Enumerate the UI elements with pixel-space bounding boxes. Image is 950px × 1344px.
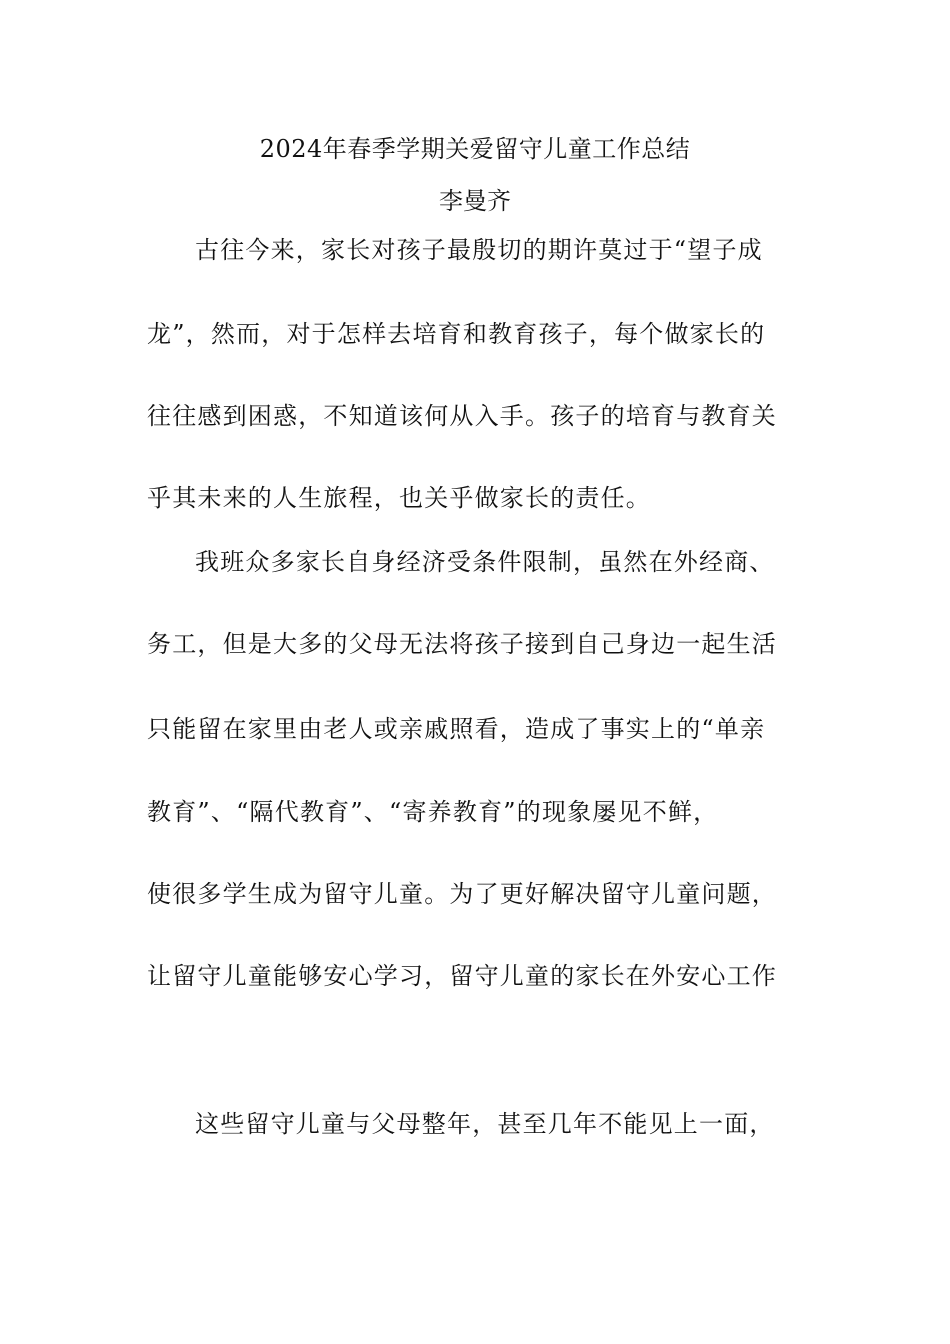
paragraph-line: 往往感到困惑，不知道该何从入手。孩子的培育与教育关	[147, 402, 777, 430]
paragraph-line: 我班众多家长自身经济受条件限制，虽然在外经商、	[195, 548, 775, 576]
paragraph-line: 让留守儿童能够安心学习，留守儿童的家长在外安心工作	[147, 962, 777, 990]
paragraph-line: 龙”，然而，对于怎样去培育和教育孩子，每个做家长的	[147, 320, 766, 348]
paragraph-line: 乎其未来的人生旅程，也关乎做家长的责任。	[147, 484, 651, 512]
paragraph-line: 这些留守儿童与父母整年，甚至几年不能见上一面，	[195, 1110, 775, 1138]
paragraph-line: 务工，但是大多的父母无法将孩子接到自己身边一起生活	[147, 630, 777, 658]
document-title: 2024年春季学期关爱留守儿童工作总结	[259, 135, 691, 163]
paragraph-line: 只能留在家里由老人或亲戚照看，造成了事实上的“单亲	[147, 715, 766, 743]
document-author: 李曼齐	[439, 187, 511, 215]
paragraph-line: 教育”、“隔代教育”、“寄养教育”的现象屡见不鲜，	[147, 798, 719, 826]
paragraph-line: 使很多学生成为留守儿童。为了更好解决留守儿童问题，	[147, 880, 777, 908]
paragraph-line: 古往今来，家长对孩子最殷切的期许莫过于“望子成	[195, 236, 763, 264]
